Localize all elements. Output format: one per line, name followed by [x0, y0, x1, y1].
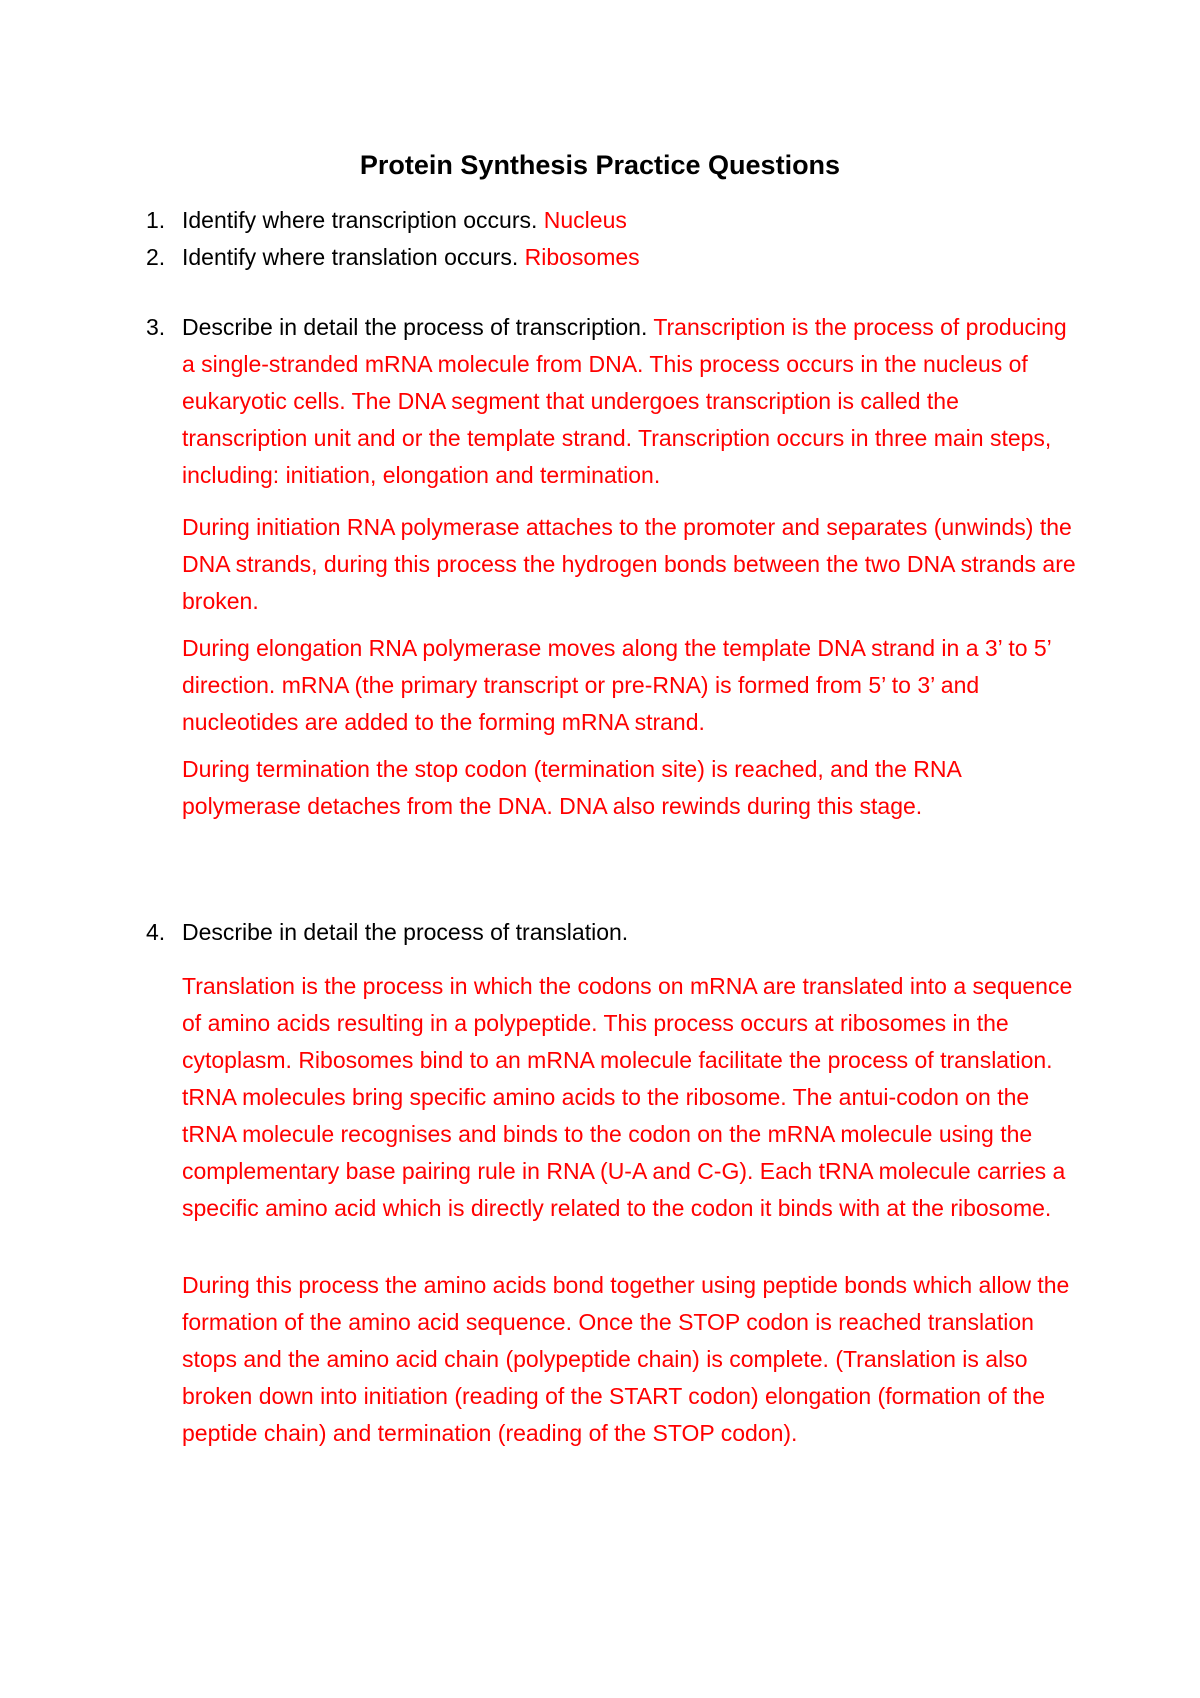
answer-paragraph: During this process the amino acids bond together using peptide bonds which allow the formation of the amino acid sequence. Once the STOP codon is reached translation stops and the amino acid chain (polypeptide chain) is complete. (Translation is also broken down into initiation (reading of the START codon) elongation (formation of the peptide chain) and termination (reading of the STOP codon). — [182, 1272, 1070, 1446]
question-text: Identify where translation occurs. — [182, 244, 519, 270]
question-text: Identify where transcription occurs. — [182, 207, 538, 233]
answer-text: Ribosomes — [524, 244, 640, 270]
question-3 — [146, 309, 1082, 494]
question-text: Describe in detail the process of transcription. — [182, 314, 648, 340]
question-2 — [146, 239, 1082, 276]
answer-text: Transcription is the process of producing a single-stranded mRNA molecule from DNA. This process occurs in the nucleus of eukaryotic cells. The DNA segment that undergoes transcription is called the transcription unit and or the template strand. Transcription occurs in three main steps, including: initiation, elongation and termination. — [182, 314, 1067, 488]
page-title: Protein Synthesis Practice Questions — [359, 150, 841, 180]
answer-paragraph: During termination the stop codon (termination site) is reached, and the RNA polymerase detaches from the DNA. DNA also rewinds during this stage. — [182, 756, 961, 819]
question-number: 2. — [146, 244, 166, 270]
answer-paragraph: During initiation RNA polymerase attaches to the promoter and separates (unwinds) the DNA strands, during this process the hydrogen bonds between the two DNA strands are broken. — [182, 514, 1076, 614]
question-4 — [146, 914, 1082, 951]
question-number: 4. — [146, 919, 166, 945]
answer-paragraph: During elongation RNA polymerase moves along the template DNA strand in a 3’ to 5’ direction. mRNA (the primary transcript or pre-RNA) is formed from 5’ to 3’ and nucleotides are added to the forming mRNA strand. — [182, 635, 1051, 735]
answer-text: Nucleus — [543, 207, 627, 233]
question-number: 1. — [146, 207, 166, 233]
answer-paragraph: Translation is the process in which the codons on mRNA are translated into a sequence of amino acids resulting in a polypeptide. This process occurs at ribosomes in the cytoplasm. Ribosomes bind to an mRNA molecule facilitate the process of translation. tRNA molecules bring specific amino acids to the ribosome. The antui-codon on the tRNA molecule recognises and binds to the codon on the mRNA molecule using the complementary base pairing rule in RNA (U-A and C-G). Each tRNA molecule carries a specific amino acid which is directly related to the codon it binds with at the ribosome. — [182, 973, 1073, 1221]
question-text: Describe in detail the process of translation. — [182, 919, 629, 945]
question-1 — [146, 202, 1082, 239]
question-number: 3. — [146, 314, 166, 340]
